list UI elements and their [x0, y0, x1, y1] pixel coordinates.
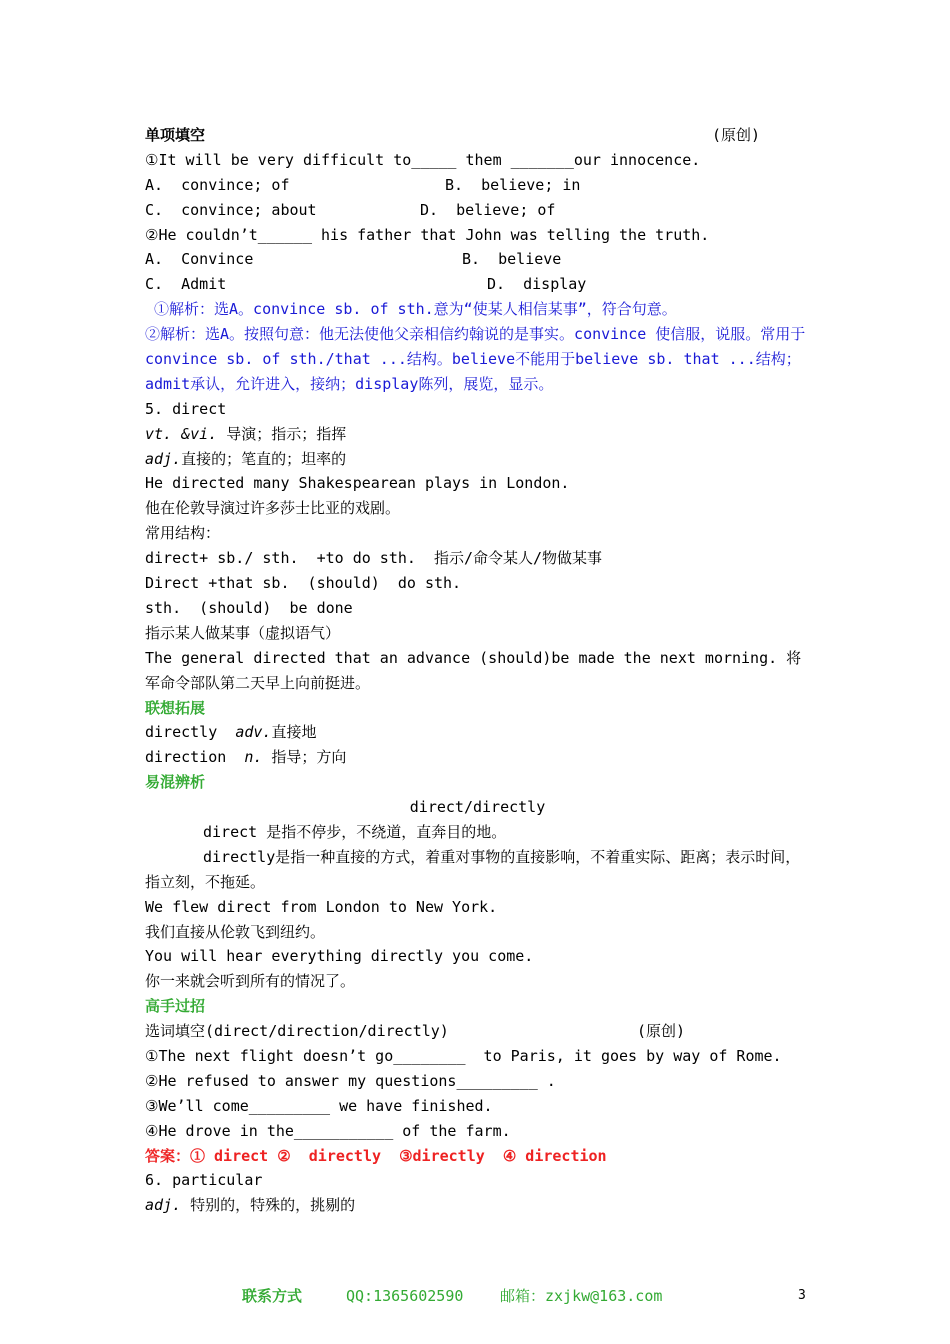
- footer-email: 邮箱：zxjkw@163.com: [500, 1287, 663, 1305]
- analysis-1: ①解析：选A。convince sb. of sth.意为“使某人相信某事”，符合句意。: [145, 300, 677, 319]
- example-general: The general directed that an advance (should)be made the next morning. 将军命令部队第二天早上向前挺进。: [145, 648, 802, 692]
- q2-options-cd: [145, 272, 810, 297]
- question-1: ①It will be very difficult to_____ them _______our innocence.: [145, 150, 701, 169]
- structure-note: 指示某人做某事（虚拟语气）: [145, 623, 341, 642]
- original-mark: (原创): [637, 1022, 686, 1041]
- practice-2: ②He refused to answer my questions_________ .: [145, 1071, 556, 1090]
- option-b: B. believe; in: [445, 175, 581, 194]
- answer-line: 答案：① direct ② directly ③directly ④ direction: [145, 1146, 607, 1165]
- q1-options-ab: [145, 173, 810, 198]
- example-flew: We flew direct from London to New York.: [145, 897, 498, 916]
- pos-verb: vt. &vi. 导演；指示；指挥: [145, 424, 347, 443]
- explain-directly: directly是指一种直接的方式，着重对事物的直接影响，不着重实际、距离；表示时间，指立刻，不拖延。: [145, 847, 801, 891]
- option-c: C. convince; about: [145, 200, 317, 219]
- compare-title: direct/directly: [409, 798, 546, 817]
- practice-4: ④He drove in the___________ of the farm.: [145, 1121, 511, 1140]
- heading-confusion: 易混辨析: [145, 773, 206, 792]
- q2-options-ab: [145, 247, 810, 272]
- heading-practice: 高手过招: [145, 997, 206, 1016]
- example-en: He directed many Shakespearean plays in London.: [145, 474, 570, 493]
- example-hear: You will hear everything directly you come.: [145, 947, 534, 966]
- option-c: C. Admit: [145, 275, 227, 294]
- word-directly: directly adv.直接地: [145, 723, 317, 742]
- page-number: 3: [798, 1288, 806, 1303]
- word-direction: direction n. 指导；方向: [145, 748, 347, 767]
- pos-adj-particular: adj. 特别的，特殊的，挑剔的: [145, 1196, 356, 1215]
- question-2: ②He couldn’t______ his father that John was telling the truth.: [145, 225, 710, 244]
- document-body: [145, 123, 810, 1218]
- example-zh: 他在伦敦导演过许多莎士比亚的戏剧。: [145, 499, 401, 518]
- footer-qq: QQ:1365602590: [346, 1287, 464, 1305]
- option-a: A. Convince: [145, 250, 254, 269]
- footer-contact: 联系方式: [242, 1287, 303, 1305]
- example-hear-zh: 你一来就会听到所有的情况了。: [145, 972, 356, 991]
- practice-title: 选词填空(direct/direction/directly) (原创): [145, 1019, 810, 1044]
- practice-3: ③We’ll come_________ we have finished.: [145, 1096, 493, 1115]
- example-flew-zh: 我们直接从伦敦飞到纽约。: [145, 922, 326, 941]
- option-d: D. believe; of: [420, 200, 556, 219]
- section-heading: [145, 123, 810, 148]
- entry-direct: 5. direct: [145, 399, 227, 418]
- entry-particular: 6. particular: [145, 1171, 263, 1190]
- page-footer: [0, 1284, 950, 1308]
- analysis-2: ②解析：选A。按照句意：他无法使他父亲相信约翰说的是事实。convince 使信服，说服。常用于convince sb. of sth./that ...结构。believe不能用于believe sb. that ...结构；admit承认，允许进入，接纳；display陈列，展览，显示。: [145, 325, 806, 393]
- option-d: D. display: [487, 275, 587, 294]
- structure-3: sth. (should) be done: [145, 598, 353, 617]
- original-mark: (原创): [711, 126, 760, 144]
- heading-single-choice: 单项填空: [145, 126, 206, 144]
- practice-1: ①The next flight doesn’t go________ to Paris, it goes by way of Rome.: [145, 1047, 782, 1065]
- structure-1: direct+ sb./ sth. +to do sth. 指示/命令某人/物做某事: [145, 549, 603, 568]
- option-b: B. believe: [462, 250, 562, 269]
- structure-2: Direct +that sb. (should) do sth.: [145, 574, 462, 593]
- heading-association: 联想拓展: [145, 698, 206, 717]
- q1-options-cd: [145, 198, 810, 223]
- pos-adj: adj.直接的；笔直的；坦率的: [145, 449, 347, 468]
- explain-direct: direct 是指不停步，不绕道，直奔目的地。: [203, 822, 507, 841]
- option-a: A. convince; of: [145, 175, 290, 194]
- structures-label: 常用结构：: [145, 524, 221, 543]
